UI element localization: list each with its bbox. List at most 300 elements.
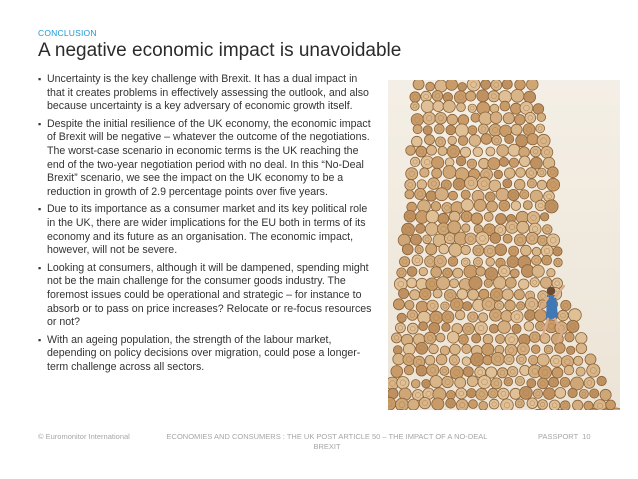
log-end	[432, 157, 444, 169]
log-end	[465, 233, 477, 245]
log-end	[504, 377, 513, 386]
log-end	[554, 258, 563, 267]
bullet-item	[38, 73, 376, 114]
bullet-text: Uncertainty is the key challenge with Brexit. It has a dual impact in that it creates problems in effectively assessing the outlook, and also because uncertainty is a key adversary of economic growth itself.	[47, 73, 369, 113]
log-end	[463, 367, 473, 377]
footer-report-title: ECONOMIES AND CONSUMERS : THE UK POST ARTICLE 50 – THE IMPACT OF A NO-DEAL BREXIT	[166, 432, 488, 451]
log-end	[492, 135, 502, 145]
log-end	[415, 245, 423, 253]
log-end	[415, 188, 426, 199]
log-end	[545, 200, 558, 213]
log-end	[446, 80, 458, 90]
log-end	[427, 145, 437, 155]
log-end	[576, 343, 587, 354]
log-end	[410, 157, 419, 166]
log-end	[478, 124, 488, 134]
log-end	[453, 178, 465, 190]
log-end	[497, 145, 509, 157]
bullet-marker-icon: ▪	[38, 262, 42, 273]
log-end	[491, 80, 502, 91]
log-end	[503, 179, 512, 188]
log-end	[525, 112, 536, 123]
log-end	[527, 179, 536, 188]
log-end	[483, 356, 492, 365]
log-end	[560, 377, 570, 387]
log-end	[544, 345, 553, 354]
log-end	[532, 256, 542, 266]
log-end	[467, 389, 476, 398]
log-end	[535, 309, 547, 321]
log-end	[438, 147, 447, 156]
log-end	[484, 212, 493, 221]
log-end	[560, 401, 570, 410]
log-end	[552, 278, 563, 289]
log-end	[503, 113, 514, 124]
log-end	[569, 309, 582, 322]
log-end	[481, 134, 492, 145]
log-end	[434, 255, 446, 267]
log-end	[467, 159, 477, 169]
log-end	[561, 300, 571, 310]
log-end	[540, 213, 548, 221]
log-end	[404, 210, 416, 222]
log-end	[442, 323, 450, 331]
log-end	[475, 322, 488, 335]
log-end	[514, 179, 525, 190]
log-end	[515, 80, 526, 90]
log-end	[498, 265, 510, 277]
log-end	[510, 269, 519, 278]
log-end	[416, 146, 427, 157]
log-end	[552, 367, 563, 378]
log-end	[429, 344, 439, 354]
log-end	[547, 167, 558, 178]
log-end	[517, 343, 529, 355]
log-end	[516, 168, 526, 178]
log-end	[416, 224, 426, 234]
bullet-list	[38, 73, 376, 378]
bullet-text: Due to its importance as a consumer market and its key political role in the UK, there are wider implications for the EU both in terms of its economy and its future as an organisation. The economic impact, however, will not be severe.	[47, 203, 368, 257]
log-end	[458, 83, 467, 92]
log-end	[477, 90, 489, 102]
log-end	[463, 302, 472, 311]
log-end	[408, 399, 419, 410]
log-end	[428, 178, 440, 190]
log-end	[526, 232, 538, 244]
log-end	[538, 378, 549, 389]
log-end	[455, 310, 465, 320]
log-end	[432, 168, 442, 178]
log-end	[438, 213, 449, 224]
log-end	[423, 112, 435, 124]
log-end	[469, 135, 481, 147]
log-end	[405, 300, 414, 309]
log-end	[532, 247, 541, 256]
log-end	[488, 388, 498, 398]
log-end	[425, 223, 438, 236]
log-end	[550, 355, 562, 367]
log-end	[393, 299, 404, 310]
log-end	[576, 367, 585, 376]
bullet-text: Despite the initial resilience of the UK economy, the economic impact of Brexit will be negative – whatever the outcome of the negotiations. The worst-case scenario in economic terms is the UK reaching the end of the two-year negotiation period with no deal. In this “No-Deal Brexit” scenario, we see the impact on the UK economy to be a reduction in growth of 2.9 percentage points over five years.	[47, 117, 371, 198]
log-end	[547, 178, 560, 191]
log-end	[468, 104, 476, 112]
log-end	[525, 310, 536, 321]
log-end	[504, 168, 515, 179]
page-title: A negative economic impact is unavoidable	[38, 40, 402, 61]
log-end	[450, 344, 461, 355]
log-end	[407, 267, 417, 277]
log-end	[511, 311, 523, 323]
log-end	[468, 126, 477, 135]
log-end	[506, 277, 517, 288]
log-end	[485, 192, 495, 202]
log-end	[466, 91, 476, 101]
log-end	[448, 221, 461, 234]
log-end	[500, 101, 510, 111]
log-end	[553, 247, 562, 256]
log-end	[521, 245, 532, 256]
log-end	[517, 355, 527, 365]
log-end	[436, 354, 447, 365]
log-end	[473, 147, 483, 157]
log-end	[437, 277, 450, 290]
log-end	[406, 168, 418, 180]
log-end	[443, 100, 455, 112]
log-end	[457, 289, 468, 300]
log-end	[502, 289, 513, 300]
log-end	[519, 156, 530, 167]
log-end	[447, 145, 459, 157]
log-end	[520, 387, 533, 400]
log-end	[461, 211, 472, 222]
log-end	[537, 168, 546, 177]
log-end	[547, 234, 560, 247]
log-end	[421, 100, 433, 112]
log-end	[436, 137, 446, 147]
log-end	[555, 343, 566, 354]
log-end	[420, 168, 429, 177]
log-end	[517, 302, 525, 310]
log-end	[426, 191, 436, 201]
log-end	[538, 235, 548, 245]
page-number: 10	[582, 432, 591, 441]
log-end	[456, 399, 468, 410]
log-end	[411, 102, 420, 111]
footer-copyright: © Euromonitor International	[38, 432, 130, 441]
log-end	[449, 191, 458, 200]
log-end	[585, 354, 596, 365]
log-end	[494, 277, 507, 290]
log-end	[514, 234, 526, 246]
log-end	[509, 246, 519, 256]
bullet-marker-icon: ▪	[38, 118, 42, 129]
log-end	[505, 300, 516, 311]
log-end	[461, 190, 470, 199]
log-end	[397, 313, 406, 322]
log-end	[454, 91, 467, 104]
log-end	[590, 389, 599, 398]
log-end	[416, 342, 428, 354]
log-end	[512, 324, 521, 333]
log-end	[443, 166, 456, 179]
photo-canvas	[388, 80, 620, 410]
log-end	[558, 310, 569, 321]
log-end	[524, 91, 536, 103]
log-end	[479, 313, 488, 322]
log-end	[584, 378, 595, 389]
log-end	[448, 136, 457, 145]
log-end	[533, 389, 542, 398]
bullet-text: Looking at consumers, although it will be dampened, spending might not be the main challenge for the consumer goods industry. The foremost issues could be operational and strategic – for instance to absorb or to pass on price increases? Relocate or re-focus resources or not?	[47, 261, 372, 329]
log-end	[427, 364, 439, 376]
log-end	[407, 278, 417, 288]
log-end	[507, 256, 519, 268]
log-end	[425, 135, 435, 145]
log-end	[473, 245, 484, 256]
log-end	[519, 279, 529, 289]
log-end	[410, 92, 420, 102]
log-end	[530, 332, 541, 343]
log-end	[496, 214, 507, 225]
log-end	[498, 388, 509, 399]
log-end	[419, 267, 427, 275]
log-end	[442, 311, 454, 323]
log-end	[536, 124, 545, 133]
log-end	[407, 310, 417, 320]
log-end	[461, 245, 470, 254]
log-end	[497, 368, 507, 378]
log-end	[449, 243, 462, 256]
log-end	[525, 298, 538, 311]
log-end	[490, 112, 502, 124]
log-end	[567, 320, 579, 332]
log-end	[435, 112, 447, 124]
log-end	[490, 309, 502, 321]
log-end	[579, 389, 588, 398]
log-end	[547, 269, 555, 277]
log-end	[567, 346, 575, 354]
log-end	[463, 323, 475, 335]
log-end	[433, 101, 444, 112]
log-end	[508, 367, 518, 377]
log-end	[404, 366, 413, 375]
bullet-item	[38, 203, 376, 257]
log-end	[555, 388, 566, 399]
log-end	[395, 323, 405, 333]
log-end	[489, 399, 499, 409]
log-end	[502, 80, 512, 89]
log-end	[532, 265, 544, 277]
log-end	[537, 354, 549, 366]
log-end	[487, 201, 498, 212]
log-end	[423, 126, 432, 135]
log-end	[508, 144, 520, 156]
log-end	[447, 390, 456, 399]
log-end	[407, 323, 418, 334]
log-end	[486, 258, 495, 267]
log-end	[564, 365, 574, 375]
log-end	[416, 365, 427, 376]
bullet-item	[38, 118, 376, 200]
log-end	[491, 352, 504, 365]
log-end	[527, 398, 538, 409]
log-end	[496, 334, 505, 343]
log-end	[456, 388, 467, 399]
log-end	[412, 255, 423, 266]
log-end	[490, 233, 501, 244]
log-end	[573, 400, 583, 410]
log-end	[419, 397, 430, 408]
log-end	[544, 388, 556, 400]
bullet-item	[38, 334, 376, 375]
log-end	[441, 302, 450, 311]
log-end	[447, 114, 458, 125]
log-end	[511, 124, 522, 135]
log-end	[424, 332, 436, 344]
log-end	[486, 147, 495, 156]
log-end	[503, 234, 512, 243]
log-end	[471, 353, 484, 366]
log-end	[413, 80, 424, 90]
log-end	[537, 180, 546, 189]
log-end	[405, 180, 416, 191]
log-end	[483, 334, 493, 344]
log-end	[474, 199, 486, 211]
log-end	[505, 333, 518, 346]
log-end	[531, 157, 543, 169]
log-end	[391, 366, 403, 378]
log-end	[523, 201, 532, 210]
log-end	[471, 213, 482, 224]
log-end	[459, 335, 469, 345]
log-end	[488, 158, 500, 170]
log-end	[530, 146, 541, 157]
bullet-marker-icon: ▪	[38, 334, 42, 345]
log-end	[524, 322, 534, 332]
log-end	[411, 114, 423, 126]
log-end	[527, 379, 536, 388]
log-end	[541, 277, 552, 288]
log-end	[405, 190, 414, 199]
log-end	[434, 124, 444, 134]
log-end	[574, 356, 583, 365]
log-end	[509, 158, 518, 167]
log-end	[541, 146, 553, 158]
log-end	[400, 257, 410, 267]
log-end	[468, 312, 478, 322]
log-end	[393, 354, 404, 365]
log-end	[410, 290, 420, 300]
log-end	[462, 357, 471, 366]
log-end	[515, 376, 524, 385]
log-end	[473, 258, 482, 267]
log-end	[495, 244, 507, 256]
log-end	[469, 400, 478, 409]
log-end	[448, 257, 458, 267]
log-end	[451, 298, 464, 311]
log-end	[517, 221, 529, 233]
log-end	[514, 290, 524, 300]
bullet-marker-icon: ▪	[38, 74, 42, 84]
log-end	[539, 366, 552, 379]
log-end	[469, 276, 482, 289]
log-end	[542, 255, 552, 265]
log-end	[568, 388, 577, 397]
log-end	[402, 244, 413, 255]
log-end	[484, 279, 492, 287]
log-end	[432, 91, 443, 102]
log-end	[406, 146, 416, 156]
log-end	[430, 311, 443, 324]
log-end	[422, 379, 431, 388]
log-end	[433, 289, 442, 298]
log-end	[425, 355, 435, 365]
log-end	[419, 288, 431, 300]
log-end	[504, 354, 514, 364]
footer-brand-label: PASSPORT	[538, 432, 579, 441]
log-end	[538, 400, 548, 410]
log-end	[508, 189, 519, 200]
log-end	[549, 377, 559, 387]
log-end	[455, 377, 466, 388]
log-end	[527, 134, 538, 145]
log-end	[478, 177, 491, 190]
log-end	[476, 267, 485, 276]
log-end	[417, 180, 427, 190]
log-end	[515, 115, 525, 125]
log-end	[531, 345, 540, 354]
log-end	[511, 89, 524, 102]
log-end	[416, 301, 428, 313]
log-end	[446, 125, 456, 135]
log-end	[431, 202, 441, 212]
log-end	[484, 245, 496, 257]
section-label: CONCLUSION	[38, 28, 97, 38]
log-end	[427, 300, 438, 311]
log-end	[465, 177, 478, 190]
log-end	[530, 278, 539, 287]
log-end	[597, 376, 606, 385]
log-end	[527, 212, 540, 225]
log-end	[482, 343, 494, 355]
log-end	[526, 168, 537, 179]
log-end	[431, 267, 442, 278]
log-end	[537, 113, 546, 122]
bullet-text: With an ageing population, the strength of the labour market, depending on policy decisions over migration, could pose a longer-term challenge across all sectors.	[47, 333, 361, 373]
log-end	[491, 378, 502, 389]
log-end	[488, 91, 499, 102]
log-end	[478, 376, 491, 389]
log-end	[479, 401, 488, 410]
log-end	[393, 346, 402, 355]
log-end	[505, 134, 514, 143]
log-end	[489, 324, 498, 333]
log-end	[527, 80, 539, 90]
log-end	[411, 234, 422, 245]
log-end	[412, 136, 423, 147]
log-end	[565, 332, 574, 341]
log-end	[501, 399, 514, 410]
log-end	[419, 322, 428, 331]
log-end	[423, 235, 432, 244]
log-end	[535, 200, 546, 211]
log-end	[456, 156, 466, 166]
log-end	[440, 366, 449, 375]
log-end	[397, 377, 409, 389]
log-end	[411, 380, 420, 389]
bullet-marker-icon: ▪	[38, 204, 42, 215]
